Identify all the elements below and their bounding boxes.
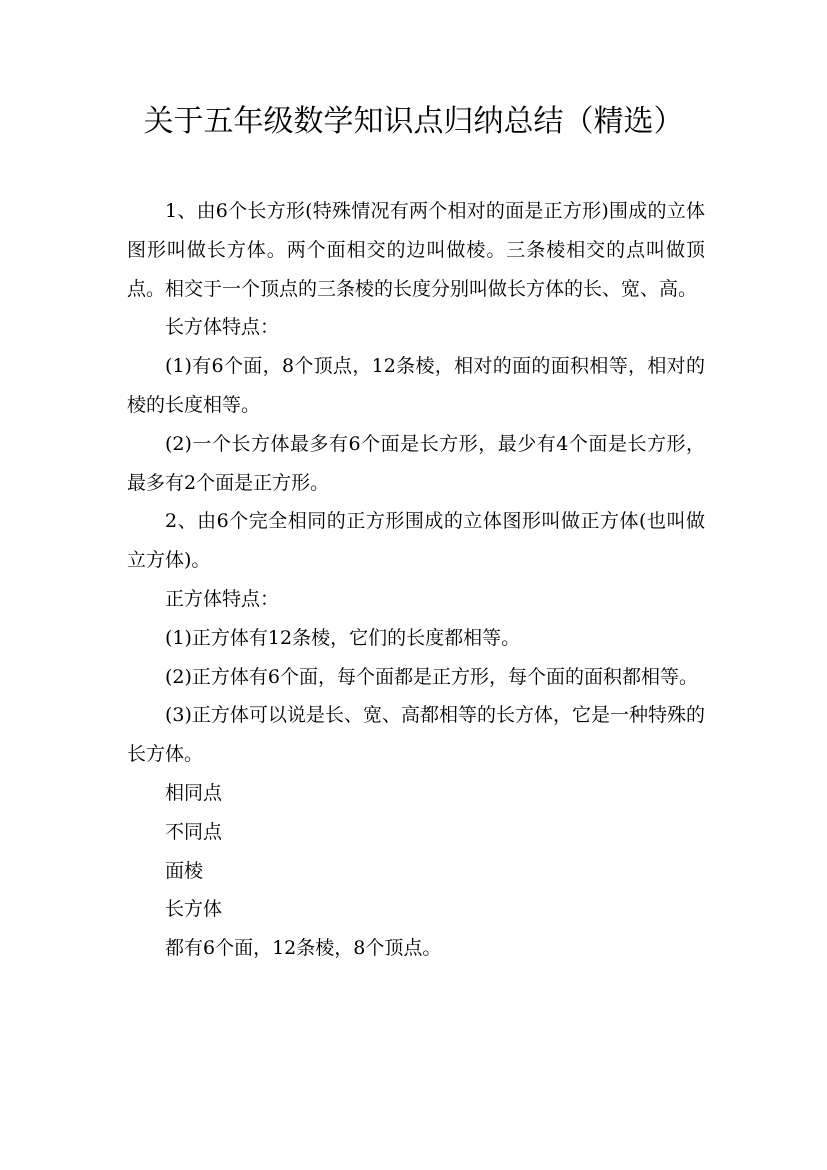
paragraph-faces-edges: 面棱 — [165, 859, 204, 882]
paragraph-similarities: 相同点 — [165, 781, 223, 804]
paragraph-cuboid-features-heading: 长方体特点： — [165, 316, 280, 339]
paragraph-cube-feature-3: (3)正方体可以说是长、宽、高都相等的长方体，它是一种特殊的长方体。 — [127, 704, 705, 766]
paragraph-cuboid-feature-2: (2)一个长方体最多有6个面是长方形，最少有4个面是长方形，最多有2个面是正方形。 — [127, 432, 705, 494]
paragraph-cube-features-heading: 正方体特点： — [165, 587, 280, 610]
paragraph-cuboid-label: 长方体 — [165, 898, 223, 921]
paragraph-cube-definition: 2、由6个完全相同的正方形围成的立体图形叫做正方体(也叫做立方体)。 — [127, 510, 705, 572]
document-title: 关于五年级数学知识点归纳总结（精选） — [143, 104, 684, 139]
paragraph-common-properties: 都有6个面，12条棱，8个顶点。 — [165, 937, 442, 960]
paragraph-differences: 不同点 — [165, 820, 223, 843]
document-body — [127, 192, 705, 968]
paragraph-cuboid-definition: 1、由6个长方形(特殊情况有两个相对的面是正方形)围成的立体图形叫做长方体。两个面相交的边叫做棱。三条棱相交的点叫做顶点。相交于一个顶点的三条棱的长度分别叫做长方体的长、宽、高。 — [127, 200, 705, 300]
paragraph-cuboid-feature-1: (1)有6个面，8个顶点，12条棱，相对的面的面积相等，相对的棱的长度相等。 — [127, 355, 705, 416]
paragraph-cube-feature-2: (2)正方体有6个面，每个面都是正方形，每个面的面积都相等。 — [165, 665, 699, 688]
paragraph-cube-feature-1: (1)正方体有12条棱，它们的长度都相等。 — [165, 626, 521, 649]
